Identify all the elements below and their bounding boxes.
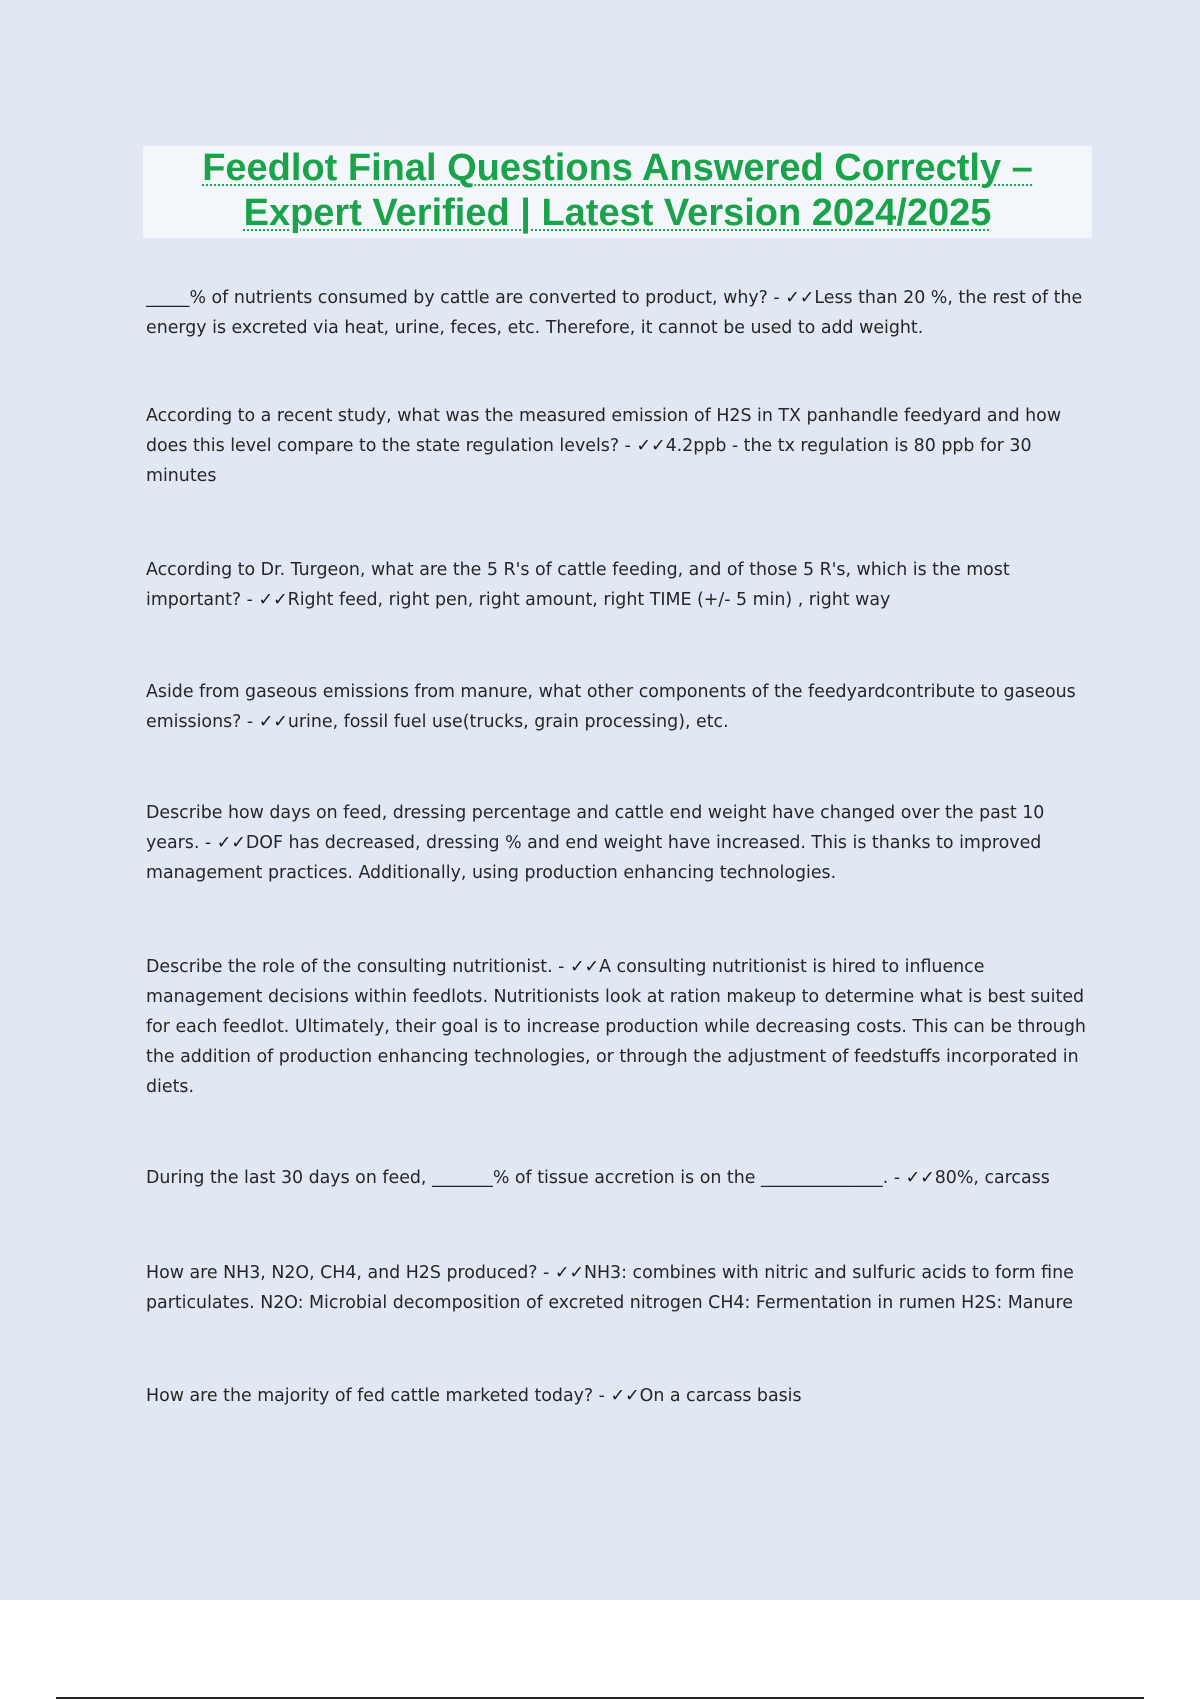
double-check-icon: ✓✓ [610,1386,640,1406]
footer-divider [56,1697,1144,1699]
answer-text: 4.2ppb - the tx regulation is 80 ppb for 30 minutes [146,436,1032,486]
double-check-icon: ✓✓ [554,1263,584,1283]
question-text: Aside from gaseous emissions from manure, what other components of the feedyardcontribute to gaseous emissions? - [146,682,1076,732]
double-check-icon: ✓✓ [216,833,246,853]
double-check-icon: ✓✓ [785,288,815,308]
qa-item-7 [146,1163,1091,1193]
qa-item-5 [146,798,1091,888]
document-title [143,146,1092,238]
answer-text: Less than 20 %, the rest of the energy is excreted via heat, urine, feces, etc. Therefore, it cannot be used to add weight. [146,288,1083,338]
qa-item-8 [146,1258,1091,1318]
answer-text: DOF has decreased, dressing % and end weight have increased. This is thanks to improved management practices. Additionally, using production enhancing technologies. [146,833,1042,883]
qa-item-4 [146,677,1091,737]
double-check-icon: ✓✓ [905,1168,935,1188]
title-line-1: Feedlot Final Questions Answered Correctly – [202,147,1033,189]
answer-text: NH3: combines with nitric and sulfuric acids to form fine particulates. N2O: Microbial decomposition of excreted nitrogen CH4: Fermentation in rumen H2S: Manure [146,1263,1074,1313]
double-check-icon: ✓✓ [569,957,600,977]
answer-text: A consulting nutritionist is hired to influence management decisions within feedlots. Nutritionists look at ration makeup to determine what is best suited for each feedlot. Ultimately, their goal is to increase production while decreasing costs. This can be through the addition of production enhancing technologies, or through the adjustment of feedstuffs incorporated in diets. [146,957,1086,1097]
question-text: Describe the role of the consulting nutritionist. - [146,957,570,977]
qa-item-3 [146,555,1091,615]
qa-item-2 [146,401,1091,491]
answer-text: On a carcass basis [639,1386,802,1406]
title-line-2: Expert Verified | Latest Version 2024/2025 [243,192,992,234]
qa-list [146,283,1091,1411]
question-text: _____% of nutrients consumed by cattle are converted to product, why? - [146,288,786,308]
answer-text: 80%, carcass [934,1168,1050,1188]
question-text: How are the majority of fed cattle marketed today? - [146,1386,611,1406]
double-check-icon: ✓✓ [636,436,666,456]
double-check-icon: ✓✓ [258,590,288,610]
answer-text: urine, fossil fuel use(trucks, grain processing), etc. [287,712,729,732]
question-text: Describe how days on feed, dressing percentage and cattle end weight have changed over the past 10 years. - [146,803,1045,853]
question-text: According to Dr. Turgeon, what are the 5 R's of cattle feeding, and of those 5 R's, which is the most important? - [146,560,1010,610]
qa-item-1 [146,283,1091,343]
qa-item-9 [146,1381,1091,1411]
answer-text: Right feed, right pen, right amount, right TIME (+/- 5 min) , right way [287,590,891,610]
question-text: According to a recent study, what was the measured emission of H2S in TX panhandle feedyard and how does this level compare to the state regulation levels? - [146,406,1062,456]
question-text: How are NH3, N2O, CH4, and H2S produced? - [146,1263,555,1283]
qa-item-6 [146,952,1091,1102]
question-text: During the last 30 days on feed, _______% of tissue accretion is on the ______________. - [146,1168,906,1188]
double-check-icon: ✓✓ [258,712,288,732]
